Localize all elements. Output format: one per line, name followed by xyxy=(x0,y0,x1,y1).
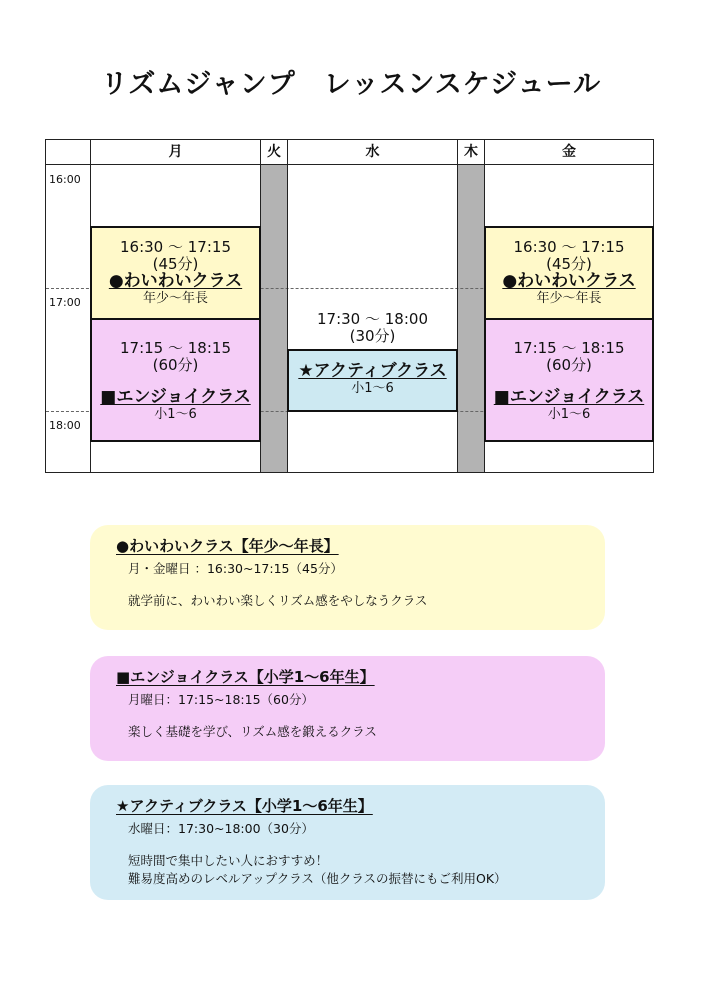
day-header-tue: 火 xyxy=(267,144,281,160)
block-target: 年少～年長 xyxy=(536,291,602,306)
mon-enjoy-block xyxy=(90,318,261,442)
block-duration: (45分) xyxy=(546,255,592,273)
class-card-waiwai xyxy=(90,525,605,630)
day-header-thu: 木 xyxy=(464,144,478,160)
block-target: 小1～6 xyxy=(547,407,591,422)
block-class-name: ●わいわいクラス xyxy=(108,271,243,291)
block-time: 16:30 ～ 17:15 xyxy=(513,238,625,256)
page-title: リズムジャンプ レッスンスケジュール xyxy=(100,69,602,100)
block-class-name: ■エンジョイクラス xyxy=(493,387,645,407)
class-card-enjoy xyxy=(90,656,605,761)
block-duration: (45分) xyxy=(152,255,199,273)
block-time: 17:30 ～ 18:00 xyxy=(317,310,428,328)
block-time: 16:30 ～ 17:15 xyxy=(120,238,231,256)
block-duration: (30分) xyxy=(349,327,396,345)
mon-waiwai-block xyxy=(90,226,261,320)
card-schedule: 水曜日：17:30~18:00（30分） xyxy=(128,821,314,836)
class-card-active xyxy=(90,785,605,900)
time-label-18: 18:00 xyxy=(49,419,81,432)
block-time: 17:15 ～ 18:15 xyxy=(513,339,625,357)
card-heading: ★アクティブクラス【小学1～6年生】 xyxy=(116,797,373,815)
day-header-wed: 水 xyxy=(365,144,380,160)
wed-active-block xyxy=(287,349,458,412)
card-description: 短時間で集中したい人におすすめ！ xyxy=(128,853,329,868)
day-header-mon: 月 xyxy=(168,144,183,160)
block-target: 小1～6 xyxy=(154,407,197,422)
schedule-table xyxy=(0,0,702,480)
card-description: 楽しく基礎を学び、リズム感を鍛えるクラス xyxy=(128,724,377,739)
time-label-17: 17:00 xyxy=(49,296,81,309)
day-header-fri: 金 xyxy=(562,144,576,160)
card-heading: ■エンジョイクラス【小学1～6年生】 xyxy=(116,668,375,686)
block-target: 小1～6 xyxy=(351,381,394,396)
block-duration: (60分) xyxy=(546,356,592,374)
time-label-16: 16:00 xyxy=(49,173,81,186)
card-description: 就学前に、わいわい楽しくリズム感をやしなうクラス xyxy=(128,593,428,608)
block-class-name: ●わいわいクラス xyxy=(502,271,636,291)
block-class-name: ★アクティブクラス xyxy=(298,361,447,381)
block-class-name: ■エンジョイクラス xyxy=(100,387,251,407)
wed-active-time xyxy=(288,311,457,345)
fri-enjoy-block xyxy=(484,318,654,442)
card-schedule: 月曜日：17:15~18:15（60分） xyxy=(128,692,314,707)
block-duration: (60分) xyxy=(152,356,199,374)
block-target: 年少～年長 xyxy=(142,291,208,306)
closed-column-thu xyxy=(457,164,484,473)
card-heading: ●わいわいクラス【年少～年長】 xyxy=(116,537,339,555)
closed-column-tue xyxy=(260,164,287,473)
block-time: 17:15 ～ 18:15 xyxy=(120,339,231,357)
fri-waiwai-block xyxy=(484,226,654,320)
card-description: 難易度高めのレベルアップクラス（他クラスの振替にもご利用OK） xyxy=(128,871,507,886)
card-schedule: 月・金曜日 ：16:30~17:15（45分） xyxy=(128,561,343,576)
